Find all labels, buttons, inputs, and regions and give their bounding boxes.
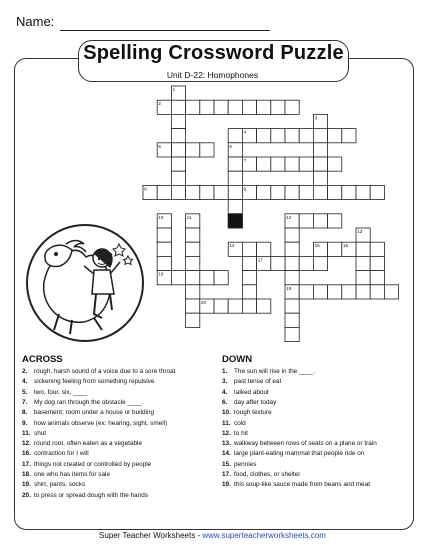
down-clue xyxy=(222,409,272,416)
crossword-cell[interactable] xyxy=(299,129,313,143)
crossword-cell[interactable] xyxy=(157,228,171,242)
across-clue-number: 5. xyxy=(22,388,28,396)
across-clue-number: 20. xyxy=(22,491,31,499)
cell-number: 5 xyxy=(158,143,161,149)
down-clue-number: 19. xyxy=(222,481,231,489)
crossword-cell[interactable] xyxy=(271,185,285,199)
crossword-cell[interactable] xyxy=(186,313,200,327)
down-clue xyxy=(222,399,276,406)
across-clue xyxy=(22,481,85,488)
across-clue-number: 8. xyxy=(22,409,28,417)
down-clue-number: 10. xyxy=(222,409,231,417)
down-clue-number: 14. xyxy=(222,450,231,458)
crossword-cell[interactable] xyxy=(228,100,242,114)
across-clue-number: 4. xyxy=(22,378,28,386)
crossword-cell[interactable] xyxy=(242,242,256,256)
crossword-cell[interactable] xyxy=(186,242,200,256)
crossword-cell[interactable] xyxy=(257,157,271,171)
down-clue xyxy=(222,389,269,396)
across-clue xyxy=(22,399,143,406)
crossword-cell[interactable] xyxy=(271,129,285,143)
crossword-cell[interactable] xyxy=(200,271,214,285)
crossword-cell[interactable] xyxy=(200,100,214,114)
crossword-cell[interactable] xyxy=(157,185,171,199)
crossword-cell[interactable] xyxy=(171,100,185,114)
crossword-cell[interactable] xyxy=(313,143,327,157)
across-clue xyxy=(22,450,89,457)
crossword-cell[interactable] xyxy=(299,185,313,199)
down-clue-text: food, clothes, or shelter xyxy=(234,471,301,478)
crossword-cell[interactable] xyxy=(171,271,185,285)
crossword-cell[interactable] xyxy=(271,100,285,114)
crossword-cell[interactable] xyxy=(313,129,327,143)
crossword-cell[interactable] xyxy=(186,185,200,199)
down-clue-number: 12. xyxy=(222,429,231,437)
cell-number: 14 xyxy=(229,243,235,249)
crossword-cell[interactable] xyxy=(257,185,271,199)
crossword-cell[interactable] xyxy=(186,299,200,313)
crossword-cell[interactable] xyxy=(228,299,242,313)
cell-number: 6 xyxy=(229,143,232,149)
down-clue xyxy=(222,378,281,385)
down-clue xyxy=(222,471,300,478)
crossword-cell[interactable] xyxy=(285,256,299,270)
crossword-cell[interactable] xyxy=(313,214,327,228)
subtitle: Unit D-22: Homophones xyxy=(166,70,259,80)
crossword-cell[interactable] xyxy=(328,157,342,171)
down-clue xyxy=(222,440,377,447)
crossword-cell[interactable] xyxy=(370,185,384,199)
cell-number: 9 xyxy=(243,186,247,192)
down-clue-number: 11. xyxy=(222,419,231,427)
crossword-cell[interactable] xyxy=(285,313,299,327)
crossword-cell[interactable] xyxy=(370,242,384,256)
crossword-cell[interactable] xyxy=(342,129,356,143)
crossword-cell[interactable] xyxy=(370,256,384,270)
crossword-cell[interactable] xyxy=(186,100,200,114)
down-clue-text: cold xyxy=(234,419,246,427)
across-clue-text: things not created or controlled by people xyxy=(34,460,152,468)
across-clue-number: 9. xyxy=(22,419,28,427)
across-clue-text: contraction for I will xyxy=(34,450,89,458)
crossword-cell[interactable] xyxy=(171,129,185,143)
crossword-cell[interactable] xyxy=(200,185,214,199)
cell-number: 8 xyxy=(144,186,147,192)
down-clue-text: past tense of eat xyxy=(234,378,282,386)
down-clue xyxy=(222,368,315,375)
down-clue-text: walkway between rows of seats on a plane or train xyxy=(234,440,377,448)
crossword-cell[interactable] xyxy=(228,200,242,214)
down-title: DOWN xyxy=(222,354,253,365)
across-clue xyxy=(22,461,151,468)
cell-number: 16 xyxy=(343,243,349,249)
across-title: ACROSS xyxy=(22,354,63,365)
down-clue-number: 17. xyxy=(222,471,231,478)
across-clue xyxy=(22,368,175,375)
crossword-cell[interactable] xyxy=(214,185,228,199)
down-clue-number: 6. xyxy=(222,398,228,406)
cell-number: 13 xyxy=(357,229,363,234)
down-clue xyxy=(222,430,248,437)
cell-number: 4 xyxy=(243,129,247,135)
crossword-cell[interactable] xyxy=(228,129,242,143)
down-clue-text: to hit xyxy=(234,429,248,437)
crossword-cell[interactable] xyxy=(242,100,256,114)
crossword-cell[interactable] xyxy=(157,242,171,256)
crossword-cell[interactable] xyxy=(328,214,342,228)
crossword-cell[interactable] xyxy=(328,242,342,256)
across-clue-number: 2. xyxy=(22,368,28,375)
cell-number: 7 xyxy=(243,158,247,163)
footer-link[interactable]: www.superteacherworksheets.com xyxy=(202,531,326,540)
crossword-cell[interactable] xyxy=(370,271,384,285)
across-clue-text: shut xyxy=(34,429,47,437)
crossword-cell[interactable] xyxy=(299,256,313,270)
crossword-cell[interactable] xyxy=(285,228,299,242)
across-clue-text: to press or spread dough with the hands xyxy=(34,491,149,499)
crossword-cell[interactable] xyxy=(242,271,256,285)
crossword-cell[interactable] xyxy=(186,256,200,270)
cell-number: 2 xyxy=(158,101,161,107)
crossword-cell[interactable] xyxy=(186,285,200,299)
crossword-cell[interactable] xyxy=(299,157,313,171)
crossword-cell[interactable] xyxy=(285,242,299,256)
down-clue xyxy=(222,461,256,468)
crossword-cell[interactable] xyxy=(285,129,299,143)
crossword-cell[interactable] xyxy=(328,185,342,199)
crossword-cell[interactable] xyxy=(313,185,327,199)
across-clue-text: rough, harsh sound of a voice due to a sore throat xyxy=(34,368,176,375)
across-clue-text: My dog ran through the obstacle ____. xyxy=(34,398,144,406)
cell-number: 19 xyxy=(286,285,292,291)
cell-number: 3 xyxy=(314,115,318,121)
crossword-cell[interactable] xyxy=(328,285,342,299)
crossword-cell[interactable] xyxy=(271,256,285,270)
across-clue-number: 19. xyxy=(22,481,31,489)
across-clue-text: round root, often eaten as a vegetable xyxy=(34,440,143,448)
across-clue xyxy=(22,409,154,416)
crossword-cell[interactable] xyxy=(299,214,313,228)
across-clue xyxy=(22,471,110,478)
crossword-cell[interactable] xyxy=(186,143,200,157)
cell-number: 11 xyxy=(186,214,192,220)
crossword-cell[interactable] xyxy=(384,285,398,299)
across-clue-text: how animals observe (ex: hearing, sight, smell) xyxy=(34,419,168,427)
across-clue xyxy=(22,420,167,427)
cell-number: 15 xyxy=(314,243,320,249)
crossword-cell[interactable] xyxy=(171,143,185,157)
crossword-cell[interactable] xyxy=(257,129,271,143)
crossword-cell[interactable] xyxy=(257,242,271,256)
crossword-cell[interactable] xyxy=(285,271,299,285)
crossword-cell[interactable] xyxy=(285,100,299,114)
crossword-cell[interactable] xyxy=(356,285,370,299)
cell-number: 1 xyxy=(172,87,176,92)
down-clue-text: pennies xyxy=(234,460,257,468)
across-clue-number: 11. xyxy=(22,429,31,437)
cell-number: 18 xyxy=(158,271,164,277)
across-clue-number: 18. xyxy=(22,471,31,478)
across-clue-number: 16. xyxy=(22,450,31,458)
across-clue-number: 7. xyxy=(22,398,28,406)
page-title: Spelling Crossword Puzzle xyxy=(83,42,344,64)
crossword-cell[interactable] xyxy=(214,299,228,313)
crossword-cell[interactable] xyxy=(214,100,228,114)
cell-number: 20 xyxy=(201,300,207,305)
across-clue-text: basement; room under a house or building xyxy=(34,409,155,417)
across-clue-text: two, four, six, ____ xyxy=(34,388,88,396)
down-clue-text: The sun will rise in the ____. xyxy=(234,368,315,375)
across-clue xyxy=(22,378,154,385)
across-clue xyxy=(22,389,87,396)
crossword-cell[interactable] xyxy=(257,100,271,114)
across-clue xyxy=(22,430,46,437)
down-clue xyxy=(222,420,246,427)
crossword-cell[interactable] xyxy=(171,185,185,199)
down-clue-text: day after today xyxy=(234,398,277,406)
crossword-cell[interactable] xyxy=(285,299,299,313)
crossword-cell[interactable] xyxy=(200,143,214,157)
footer-text: Super Teacher Worksheets - xyxy=(99,531,203,540)
down-clue-number: 3. xyxy=(222,378,228,386)
across-clue-text: sickening feeling from something repulsive xyxy=(34,378,155,386)
crossword-cell[interactable] xyxy=(242,256,256,270)
crossword-cell[interactable] xyxy=(356,185,370,199)
down-clue-text: rough texture xyxy=(234,409,272,417)
cell-number: 12 xyxy=(286,214,292,220)
crossword-cell[interactable] xyxy=(228,185,242,199)
across-clue-text: shirt, pants, socks xyxy=(34,481,86,489)
crossword-cell[interactable] xyxy=(242,299,256,313)
down-clue-text: this soup-like sauce made from beans and meat xyxy=(234,481,371,489)
name-label: Name: xyxy=(16,14,55,29)
crossword-cell[interactable] xyxy=(328,129,342,143)
crossword-cell[interactable] xyxy=(171,114,185,128)
across-clue-number: 12. xyxy=(22,440,31,448)
crossword-cell[interactable] xyxy=(285,327,299,341)
crossword-cell[interactable] xyxy=(370,285,384,299)
crossword-cell[interactable] xyxy=(271,157,285,171)
crossword-cell[interactable] xyxy=(171,157,185,171)
crossword-cell[interactable] xyxy=(313,285,327,299)
crossword-cell[interactable] xyxy=(186,228,200,242)
down-clue xyxy=(222,450,364,457)
down-clue-number: 15. xyxy=(222,460,231,468)
crossword-cell[interactable] xyxy=(257,299,271,313)
across-clue xyxy=(22,440,142,447)
down-clue-number: 1. xyxy=(222,368,228,375)
across-clue-number: 17. xyxy=(22,460,31,468)
crossword-cell[interactable] xyxy=(228,171,242,185)
black-square xyxy=(228,214,242,228)
across-clue xyxy=(22,492,148,499)
crossword-cell[interactable] xyxy=(313,157,327,171)
crossword-cell[interactable] xyxy=(214,271,228,285)
crossword-cell[interactable] xyxy=(157,256,171,270)
crossword-cell[interactable] xyxy=(356,256,370,270)
crossword-cell[interactable] xyxy=(356,242,370,256)
down-clue-text: large plant-eating mammal that people ride on xyxy=(234,450,365,458)
down-clue-text: talked about xyxy=(234,388,269,396)
cell-number: 10 xyxy=(158,214,164,220)
crossword-cell[interactable] xyxy=(342,185,356,199)
crossword-cell[interactable] xyxy=(313,171,327,185)
crossword-cell[interactable] xyxy=(285,157,299,171)
crossword-cell[interactable] xyxy=(186,271,200,285)
crossword-cell[interactable] xyxy=(299,285,313,299)
crossword-cell[interactable] xyxy=(285,185,299,199)
crossword-cell[interactable] xyxy=(356,271,370,285)
crossword-cell[interactable] xyxy=(313,256,327,270)
cell-number: 17 xyxy=(257,257,263,263)
crossword-cell[interactable] xyxy=(342,285,356,299)
footer xyxy=(0,531,425,540)
girl-riding-horse-icon xyxy=(24,222,146,344)
crossword-cell[interactable] xyxy=(171,171,185,185)
down-clue-number: 13. xyxy=(222,440,231,448)
crossword-cell[interactable] xyxy=(228,157,242,171)
crossword-cell[interactable] xyxy=(242,285,256,299)
down-clue xyxy=(222,481,370,488)
across-clue-text: one who has items for sale xyxy=(34,471,111,478)
down-clue-number: 4. xyxy=(222,388,228,396)
